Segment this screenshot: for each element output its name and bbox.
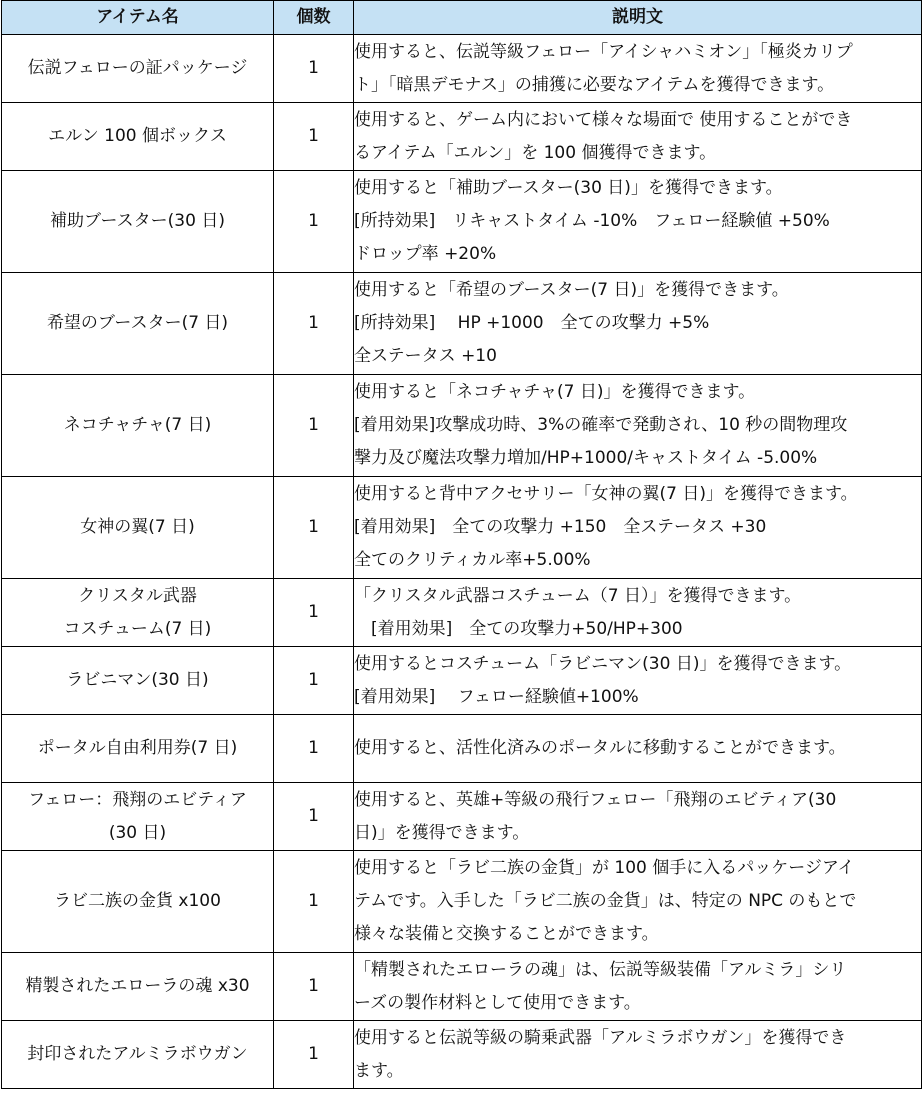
table-row bbox=[2, 715, 922, 783]
item-name: (30 日) bbox=[108, 822, 167, 843]
item-quantity: 1 bbox=[274, 103, 354, 171]
item-name-cell bbox=[2, 477, 274, 579]
table-row bbox=[2, 851, 922, 953]
item-name: ラビニマン(30 日) bbox=[66, 670, 209, 690]
item-description-line: 日)」を獲得できます。 bbox=[354, 822, 530, 843]
item-description-cell bbox=[354, 1021, 922, 1089]
item-description-cell bbox=[354, 375, 922, 477]
item-name: 補助ブースター(30 日) bbox=[50, 211, 225, 231]
item-description-cell bbox=[354, 783, 922, 851]
item-name: コスチューム(7 日) bbox=[63, 618, 212, 639]
item-description-line: 全ステータス +10 bbox=[354, 346, 497, 366]
item-name: フェロー：飛翔のエビティア bbox=[28, 789, 247, 810]
item-description-line: 撃力及び魔法攻撃力増加/HP+1000/キャストタイム -5.00% bbox=[354, 448, 818, 468]
item-description-line: 使用すると伝説等級の騎乗武器「アルミラボウガン」を獲得でき bbox=[354, 1027, 847, 1048]
item-quantity: 1 bbox=[274, 171, 354, 273]
header-description: 説明文 bbox=[354, 1, 922, 35]
item-description-line: 使用すると「希望のブースター(7 日)」を獲得できます。 bbox=[354, 280, 789, 300]
item-quantity: 1 bbox=[274, 783, 354, 851]
table-row bbox=[2, 273, 922, 375]
item-description-line: 使用すると、ゲーム内において様々な場面で 使用することができ bbox=[354, 109, 853, 130]
item-description-cell bbox=[354, 35, 922, 103]
item-description-line: 使用すると、英雄+等級の飛行フェロー「飛翔のエビティア(30 bbox=[354, 789, 837, 810]
header-row bbox=[2, 1, 922, 35]
item-quantity: 1 bbox=[274, 715, 354, 783]
item-description-cell bbox=[354, 579, 922, 647]
item-description-line: テムです。入手した「ラビ二族の金貨」は、特定の NPC のもとで bbox=[354, 891, 857, 911]
item-name-cell bbox=[2, 715, 274, 783]
item-description-line: ドロップ率 +20% bbox=[354, 244, 497, 264]
item-quantity: 1 bbox=[274, 375, 354, 477]
item-description-line: ます。 bbox=[354, 1060, 404, 1081]
item-name: ネコチャチャ(7 日) bbox=[63, 415, 212, 435]
item-name: 女神の翼(7 日) bbox=[80, 517, 195, 537]
table-row bbox=[2, 171, 922, 273]
item-description-line: ト」「暗黒デモナス」の捕獲に必要なアイテムを獲得できます。 bbox=[354, 74, 835, 95]
item-name-cell bbox=[2, 103, 274, 171]
item-quantity: 1 bbox=[274, 953, 354, 1021]
header-item-name: アイテム名 bbox=[2, 1, 274, 35]
item-name: ラビ二族の金貨 x100 bbox=[54, 891, 221, 911]
item-name-cell bbox=[2, 375, 274, 477]
table-row bbox=[2, 35, 922, 103]
item-description-line: 使用するとコスチューム「ラビニマン(30 日)」を獲得できます。 bbox=[354, 653, 852, 674]
item-description-line: [所持効果] HP +1000 全ての攻撃力 +5% bbox=[354, 313, 710, 333]
item-description-cell bbox=[354, 273, 922, 375]
item-name-cell bbox=[2, 783, 274, 851]
item-name-cell bbox=[2, 647, 274, 715]
item-description-line: 使用すると「ラビ二族の金貨」が 100 個手に入るパッケージアイ bbox=[354, 858, 855, 878]
item-description-line: 「クリスタル武器コスチューム（7 日）」を獲得できます。 bbox=[354, 585, 802, 606]
item-table bbox=[1, 0, 922, 1089]
item-description-line: 使用すると、活性化済みのポータルに移動することができます。 bbox=[354, 738, 846, 758]
item-quantity: 1 bbox=[274, 35, 354, 103]
item-description-line: 「精製されたエローラの魂」は、伝説等級装備「アルミラ」シリ bbox=[354, 959, 847, 980]
item-description-line: 様々な装備と交換することができます。 bbox=[354, 924, 659, 944]
item-description-cell bbox=[354, 953, 922, 1021]
item-description-cell bbox=[354, 171, 922, 273]
item-name: 精製されたエローラの魂 x30 bbox=[25, 976, 250, 996]
item-quantity: 1 bbox=[274, 477, 354, 579]
item-description-line: [着用効果] 全ての攻撃力+50/HP+300 bbox=[354, 618, 683, 639]
item-name-cell bbox=[2, 273, 274, 375]
item-name: 封印されたアルミラボウガン bbox=[27, 1044, 248, 1064]
item-name: 伝説フェローの証パッケージ bbox=[27, 58, 248, 78]
item-quantity: 1 bbox=[274, 579, 354, 647]
table-body bbox=[2, 35, 922, 1089]
item-quantity: 1 bbox=[274, 851, 354, 953]
item-name-cell bbox=[2, 1021, 274, 1089]
item-description-line: [所持効果] リキャストタイム -10% フェロー経験値 +50% bbox=[354, 211, 830, 231]
item-description-line: ーズの製作材料として使用できます。 bbox=[354, 992, 641, 1013]
table-row bbox=[2, 647, 922, 715]
item-description-cell bbox=[354, 103, 922, 171]
item-description-cell bbox=[354, 851, 922, 953]
item-name: ポータル自由利用券(7 日) bbox=[37, 738, 238, 758]
item-description-line: 使用すると「ネコチャチャ(7 日)」を獲得できます。 bbox=[354, 382, 756, 402]
table-row bbox=[2, 1021, 922, 1089]
table-row bbox=[2, 103, 922, 171]
item-quantity: 1 bbox=[274, 1021, 354, 1089]
table-row bbox=[2, 477, 922, 579]
item-name-cell bbox=[2, 35, 274, 103]
item-description-cell bbox=[354, 715, 922, 783]
item-description-line: 全てのクリティカル率+5.00% bbox=[354, 550, 591, 570]
item-quantity: 1 bbox=[274, 647, 354, 715]
item-description-cell bbox=[354, 477, 922, 579]
item-name: エルン 100 個ボックス bbox=[48, 126, 227, 146]
item-description-line: 使用すると「補助ブースター(30 日)」を獲得できます。 bbox=[354, 178, 783, 198]
item-description-line: 使用すると、伝説等級フェロー「アイシャハミオン」「極炎カリプ bbox=[354, 41, 853, 62]
item-name: 希望のブースター(7 日) bbox=[46, 313, 229, 333]
item-name: クリスタル武器 bbox=[78, 585, 197, 606]
item-description-line: [着用効果] 全ての攻撃力 +150 全ステータス +30 bbox=[354, 517, 767, 537]
table-row bbox=[2, 375, 922, 477]
item-quantity: 1 bbox=[274, 273, 354, 375]
item-description-line: [着用効果]攻撃成功時、3%の確率で発動され、10 秒の間物理攻 bbox=[354, 415, 848, 435]
table-row bbox=[2, 953, 922, 1021]
item-name-cell bbox=[2, 579, 274, 647]
item-description-line: [着用効果] フェロー経験値+100% bbox=[354, 686, 639, 707]
item-description-line: るアイテム「エルン」を 100 個獲得できます。 bbox=[354, 142, 717, 163]
item-name-cell bbox=[2, 851, 274, 953]
item-description-line: 使用すると背中アクセサリー「女神の翼(7 日)」を獲得できます。 bbox=[354, 484, 858, 504]
table-row bbox=[2, 783, 922, 851]
item-name-cell bbox=[2, 171, 274, 273]
item-name-cell bbox=[2, 953, 274, 1021]
header-quantity: 個数 bbox=[274, 1, 354, 35]
item-description-cell bbox=[354, 647, 922, 715]
table-row bbox=[2, 579, 922, 647]
